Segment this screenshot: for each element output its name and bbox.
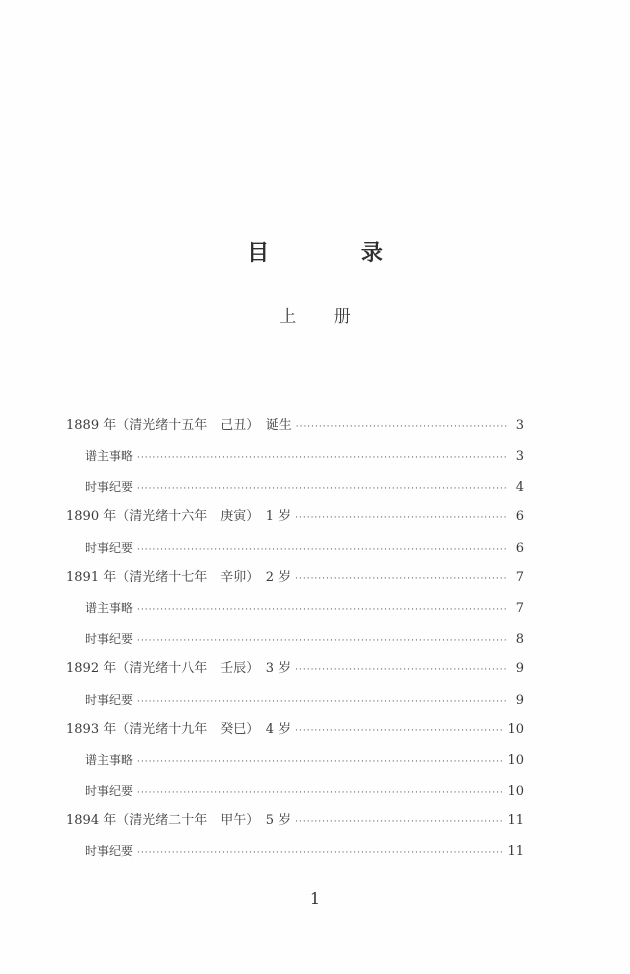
toc-page-number: 10 — [507, 721, 524, 737]
toc-page-number: 7 — [515, 569, 524, 585]
toc-entry-title: 1892 年（清光绪十八年 壬辰） 3 岁 — [66, 661, 292, 677]
toc-dot-leader — [137, 750, 503, 774]
toc-subentry[interactable] — [66, 596, 524, 626]
toc-subentry[interactable] — [66, 627, 524, 657]
toc-dot-leader — [296, 415, 508, 439]
toc-page-number: 10 — [507, 783, 524, 799]
toc-page-number: 9 — [515, 692, 524, 708]
page-title: 目 录 — [247, 240, 425, 266]
toc-page-number: 11 — [507, 844, 524, 860]
toc-dot-leader — [137, 477, 508, 501]
toc-page-number: 10 — [507, 753, 524, 769]
toc-dot-leader — [295, 719, 503, 743]
toc-subentry[interactable] — [66, 475, 524, 505]
toc-dot-leader — [295, 506, 508, 530]
toc-page-number: 6 — [515, 509, 524, 525]
toc-dot-leader — [137, 841, 503, 865]
toc-page-number: 6 — [515, 540, 524, 556]
toc-entry-title: 1890 年（清光绪十六年 庚寅） 1 岁 — [66, 509, 292, 525]
toc-entry[interactable] — [66, 657, 524, 687]
toc-dot-leader — [137, 538, 508, 562]
toc-entry-title: 谱主事略 — [85, 753, 134, 768]
toc-dot-leader — [295, 567, 508, 591]
toc-dot-leader — [137, 690, 508, 714]
toc-entry-title: 1891 年（清光绪十七年 辛卯） 2 岁 — [66, 569, 292, 585]
toc-dot-leader — [295, 658, 508, 682]
toc-entry-title: 时事纪要 — [85, 479, 134, 494]
toc-dot-leader — [295, 810, 503, 834]
toc-entry-title: 时事纪要 — [85, 844, 134, 859]
toc-subentry[interactable] — [66, 536, 524, 566]
toc-entry-title: 时事纪要 — [85, 692, 134, 707]
toc-entry-title: 时事纪要 — [85, 631, 134, 646]
toc-subentry[interactable] — [66, 688, 524, 718]
toc-page-number: 7 — [515, 601, 524, 617]
table-of-contents — [66, 414, 524, 870]
volume-subtitle: 上 册 — [279, 307, 367, 327]
toc-dot-leader — [137, 598, 508, 622]
toc-dot-leader — [137, 781, 503, 805]
toc-subentry[interactable] — [66, 748, 524, 778]
toc-entry[interactable] — [66, 809, 524, 839]
toc-entry[interactable] — [66, 718, 524, 748]
page-number: 1 — [309, 889, 321, 908]
toc-entry-title: 1894 年（清光绪二十年 甲午） 5 岁 — [66, 813, 292, 829]
toc-subentry[interactable] — [66, 839, 524, 869]
toc-entry-title: 时事纪要 — [85, 783, 134, 798]
toc-page-number: 11 — [507, 813, 524, 829]
toc-subentry[interactable] — [66, 779, 524, 809]
toc-page-number: 3 — [515, 449, 524, 465]
toc-entry[interactable] — [66, 566, 524, 596]
toc-entry[interactable] — [66, 505, 524, 535]
toc-page-number: 3 — [515, 418, 524, 433]
toc-entry[interactable] — [66, 414, 524, 444]
toc-entry-title: 1889 年（清光绪十五年 己丑） 诞生 — [66, 418, 292, 433]
toc-subentry[interactable] — [66, 444, 524, 474]
toc-entry-title: 1893 年（清光绪十九年 癸巳） 4 岁 — [66, 721, 292, 737]
toc-page-number: 8 — [515, 631, 524, 647]
toc-dot-leader — [137, 629, 508, 653]
toc-entry-title: 时事纪要 — [85, 540, 134, 555]
toc-page-number: 9 — [515, 661, 524, 677]
toc-entry-title: 谱主事略 — [85, 449, 134, 464]
toc-page-number: 4 — [515, 479, 524, 495]
toc-entry-title: 谱主事略 — [85, 601, 134, 616]
toc-dot-leader — [137, 446, 508, 470]
